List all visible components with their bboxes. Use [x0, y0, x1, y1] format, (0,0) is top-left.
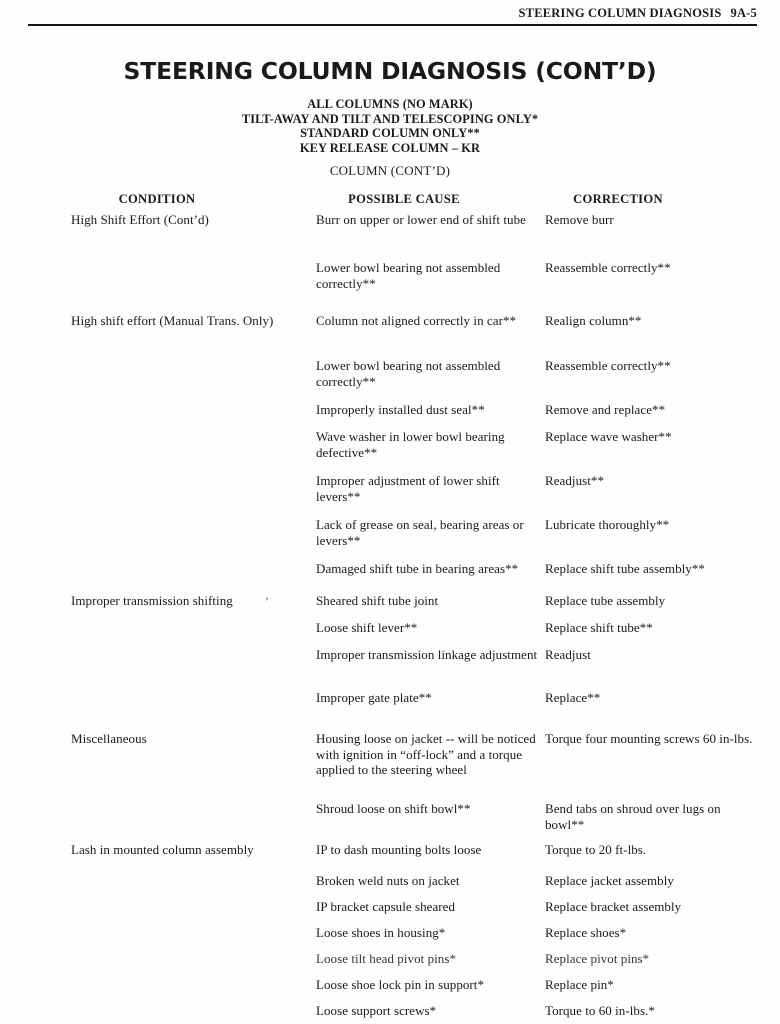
cell-correction: Readjust**: [545, 473, 604, 488]
cell-correction: Lubricate thoroughly**: [545, 517, 670, 532]
cell-condition: Lash in mounted column assembly: [71, 842, 254, 857]
cell-correction: Replace tube assembly: [545, 593, 666, 608]
cell-correction: Replace wave washer**: [545, 429, 672, 444]
cell-condition: High shift effort (Manual Trans. Only): [71, 313, 274, 328]
cell-correction: Replace pin*: [545, 977, 614, 992]
cell-correction: Realign column**: [545, 313, 642, 328]
cell-possible-cause: Loose tilt head pivot pins*: [316, 951, 457, 966]
cell-possible-cause: Broken weld nuts on jacket: [316, 873, 460, 888]
page-title: STEERING COLUMN DIAGNOSIS (CONT’D): [123, 57, 657, 85]
cell-possible-cause: Sheared shift tube joint: [316, 593, 439, 608]
cell-possible-cause: Burr on upper or lower end of shift tube: [316, 212, 526, 227]
cell-possible-cause: Lower bowl bearing not assembled correctly**: [316, 358, 501, 389]
column-header-possible-cause: POSSIBLE CAUSE: [348, 192, 460, 206]
cell-possible-cause: Lack of grease on seal, bearing areas or levers**: [316, 517, 524, 548]
legend-line: TILT-AWAY AND TILT AND TELESCOPING ONLY*: [241, 111, 539, 126]
cell-correction: Replace shift tube**: [545, 620, 653, 635]
cell-correction: Readjust: [545, 647, 591, 662]
legend-line: KEY RELEASE COLUMN – KR: [299, 141, 481, 156]
cell-possible-cause: Damaged shift tube in bearing areas**: [316, 561, 519, 576]
cell-possible-cause: Shroud loose on shift bowl**: [316, 801, 471, 816]
running-head-title: STEERING COLUMN DIAGNOSIS: [518, 6, 722, 20]
cell-correction: Torque to 20 ft-lbs.: [545, 842, 647, 857]
cell-possible-cause: Wave washer in lower bowl bearing defective**: [316, 429, 505, 460]
cell-possible-cause: IP bracket capsule sheared: [316, 899, 456, 914]
cell-correction: Replace shoes*: [545, 925, 627, 940]
cell-possible-cause: Lower bowl bearing not assembled correctly**: [316, 260, 501, 291]
stray-mark: ’: [265, 594, 269, 608]
cell-correction: Replace bracket assembly: [545, 899, 682, 914]
cell-possible-cause: Loose shoes in housing*: [316, 925, 446, 940]
cell-condition: Improper transmission shifting: [71, 593, 233, 608]
legend-line: STANDARD COLUMN ONLY**: [300, 126, 480, 141]
cell-condition: Miscellaneous: [71, 731, 147, 746]
cell-correction: Torque four mounting screws 60 in-lbs.: [545, 731, 753, 746]
cell-correction: Replace jacket assembly: [545, 873, 674, 888]
cell-possible-cause: Improperly installed dust seal**: [316, 402, 485, 417]
cell-possible-cause: Improper gate plate**: [316, 690, 432, 705]
cell-correction: Replace shift tube assembly**: [545, 561, 705, 576]
cell-correction: Bend tabs on shroud over lugs on bowl**: [545, 801, 721, 832]
cell-possible-cause: IP to dash mounting bolts loose: [316, 842, 482, 857]
page-number: 9A-5: [730, 6, 757, 20]
cell-possible-cause: Column not aligned correctly in car**: [316, 313, 517, 328]
cell-possible-cause: Loose shoe lock pin in support*: [316, 977, 485, 992]
cell-correction: Remove burr: [545, 212, 614, 227]
cell-correction: Reassemble correctly**: [545, 260, 671, 275]
header-rule: [28, 24, 757, 26]
running-head: [28, 6, 757, 21]
cell-correction: Replace**: [545, 690, 601, 705]
cell-correction: Torque to 60 in-lbs.*: [545, 1003, 655, 1018]
cell-possible-cause: Loose shift lever**: [316, 620, 418, 635]
legend-line: ALL COLUMNS (NO MARK): [307, 97, 473, 111]
cell-possible-cause: Housing loose on jacket -- will be noticed with ignition in “off-lock” and a torque applied to the steering wheel: [316, 731, 536, 778]
cell-correction: Reassemble correctly**: [545, 358, 671, 373]
column-headers: [0, 192, 780, 208]
cell-correction: Replace pivot pins*: [545, 951, 650, 966]
section-label: COLUMN (CONT’D): [329, 163, 451, 178]
legend-block: [0, 97, 780, 156]
cell-possible-cause: Improper transmission linkage adjustment: [316, 647, 538, 662]
column-header-correction: CORRECTION: [573, 192, 663, 206]
cell-possible-cause: Improper adjustment of lower shift levers**: [316, 473, 500, 504]
cell-condition: High Shift Effort (Cont’d): [71, 212, 209, 227]
cell-possible-cause: Loose support screws*: [316, 1003, 437, 1018]
column-header-condition: CONDITION: [118, 192, 196, 206]
cell-correction: Remove and replace**: [545, 402, 666, 417]
